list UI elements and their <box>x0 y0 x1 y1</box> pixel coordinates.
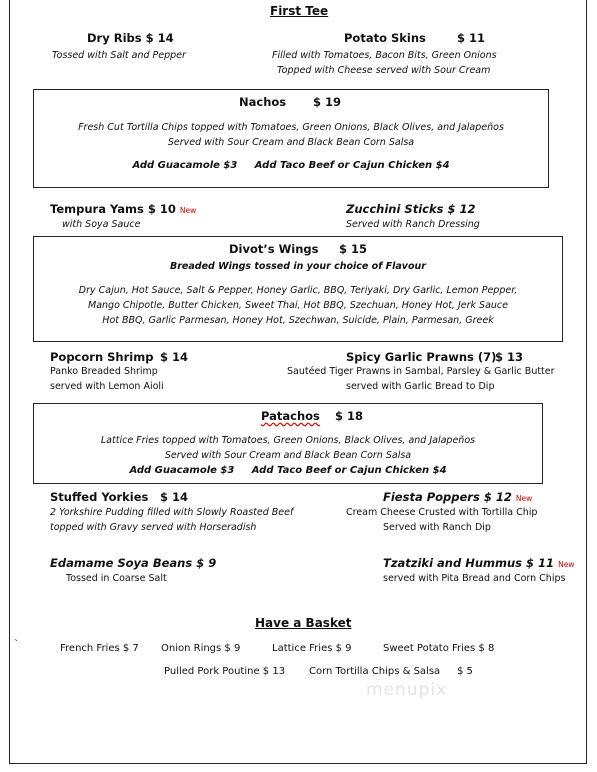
tzatziki-price: $ 11 <box>526 556 555 570</box>
potato-skins-desc-1: Filled with Tomatoes, Bacon Bits, Green Onions <box>272 50 497 61</box>
dry-ribs-desc: Tossed with Salt and Pepper <box>52 50 186 61</box>
fiesta-poppers-desc-1: Cream Cheese Crusted with Tortilla Chip <box>346 507 538 518</box>
spicy-garlic-prawns-price: $ 13 <box>495 350 524 364</box>
patachos-box <box>33 403 543 484</box>
divots-wings-price: $ 15 <box>339 242 368 256</box>
nachos-addons: Add Guacamole $3 Add Taco Beef or Cajun Chicken $4 <box>132 160 450 171</box>
potato-skins-desc-2: Topped with Cheese served with Sour Cream <box>277 65 491 76</box>
zucchini-sticks-price: $ 12 <box>447 202 476 216</box>
fiesta-poppers-price: $ 12 <box>483 490 512 504</box>
stuffed-yorkies-price: $ 14 <box>160 490 189 504</box>
basket-item-corn-tortilla-price: $ 5 <box>457 666 473 677</box>
dry-ribs-item <box>87 31 174 45</box>
patachos-addons: Add Guacamole $3 Add Taco Beef or Cajun Chicken $4 <box>129 465 447 476</box>
fiesta-poppers-item <box>383 490 532 504</box>
dry-ribs-name: Dry Ribs <box>87 31 142 45</box>
new-badge: New <box>558 560 575 569</box>
fiesta-poppers-name: Fiesta Poppers <box>383 490 480 504</box>
tempura-yams-item <box>50 202 196 216</box>
potato-skins-price: $ 11 <box>457 31 486 45</box>
edamame-name: Edamame Soya Beans <box>50 556 193 570</box>
stuffed-yorkies-desc-1: 2 Yorkshire Pudding filled with Slowly Roasted Beef <box>50 507 294 518</box>
patachos-desc-1: Lattice Fries topped with Tomatoes, Green Onions, Black Olives, and Jalapeños <box>100 435 476 446</box>
patachos-name: Patachos <box>261 409 320 423</box>
basket-item-pulled-pork-poutine: Pulled Pork Poutine $ 13 <box>164 666 286 677</box>
stray-backtick: ` <box>14 639 19 650</box>
popcorn-shrimp-desc-1: Panko Breaded Shrimp <box>50 366 158 377</box>
nachos-desc-2: Served with Sour Cream and Black Bean Corn Salsa <box>167 137 415 148</box>
tempura-yams-desc: with Soya Sauce <box>62 219 141 230</box>
spicy-garlic-prawns-desc-2: served with Garlic Bread to Dip <box>346 381 495 392</box>
nachos-box <box>33 89 549 188</box>
spicy-garlic-prawns-desc-1: Sautéed Tiger Prawns in Sambal, Parsley & Garlic Butter <box>287 366 555 377</box>
tzatziki-desc: served with Pita Bread and Corn Chips <box>383 573 566 584</box>
basket-item-french-fries: French Fries $ 7 <box>60 643 139 654</box>
popcorn-shrimp-price: $ 14 <box>160 350 189 364</box>
edamame-desc: Tossed in Coarse Salt <box>66 573 167 584</box>
edamame-price: $ 9 <box>196 556 217 570</box>
divots-wings-flavours-2: Mango Chipotle, Butter Chicken, Sweet Thai, Hot BBQ, Szechuan, Honey Hot, Jerk Sauce <box>88 300 508 311</box>
tzatziki-name: Tzatziki and Hummus <box>383 556 523 570</box>
divots-wings-name: Divot’s Wings <box>229 242 319 256</box>
stuffed-yorkies-desc-2: topped with Gravy served with Horseradish <box>50 522 257 533</box>
tempura-yams-name: Tempura Yams <box>50 202 144 216</box>
nachos-desc-1: Fresh Cut Tortilla Chips topped with Tomatoes, Green Onions, Black Olives, and Jalapeños <box>78 122 504 133</box>
spicy-garlic-prawns-name: Spicy Garlic Prawns (7) <box>346 350 497 364</box>
divots-wings-subtitle: Breaded Wings tossed in your choice of Flavour <box>170 261 426 272</box>
basket-item-onion-rings: Onion Rings $ 9 <box>161 643 241 654</box>
zucchini-sticks-desc: Served with Ranch Dressing <box>346 219 480 230</box>
patachos-desc-2: Served with Sour Cream and Black Bean Corn Salsa <box>164 450 412 461</box>
nachos-price: $ 19 <box>313 95 342 109</box>
section-title-first-tee: First Tee <box>270 4 329 18</box>
tempura-yams-price: $ 10 <box>147 202 176 216</box>
potato-skins-name: Potato Skins <box>344 31 426 45</box>
divots-wings-flavours-1: Dry Cajun, Hot Sauce, Salt & Pepper, Honey Garlic, BBQ, Teriyaki, Dry Garlic, Lemon Pepper, <box>78 285 518 296</box>
fiesta-poppers-desc-2: Served with Ranch Dip <box>383 522 491 533</box>
new-badge: New <box>515 494 533 503</box>
divots-wings-flavours-3: Hot BBQ, Garlic Parmesan, Honey Hot, Szechwan, Suicide, Plain, Parmesan, Greek <box>102 315 494 326</box>
basket-item-sweet-potato-fries: Sweet Potato Fries $ 8 <box>383 643 495 654</box>
popcorn-shrimp-name: Popcorn Shrimp <box>50 350 154 364</box>
tzatziki-item <box>383 556 574 570</box>
edamame-item <box>50 556 216 570</box>
new-badge: New <box>179 206 197 215</box>
nachos-name: Nachos <box>239 95 287 109</box>
section-title-basket: Have a Basket <box>255 616 352 630</box>
divots-wings-box <box>33 236 563 342</box>
watermark-logo: menupix <box>366 680 448 700</box>
popcorn-shrimp-desc-2: served with Lemon Aioli <box>50 381 164 392</box>
zucchini-sticks-name: Zucchini Sticks <box>346 202 444 216</box>
stuffed-yorkies-name: Stuffed Yorkies <box>50 490 149 504</box>
dry-ribs-price: $ 14 <box>145 31 174 45</box>
basket-item-lattice-fries: Lattice Fries $ 9 <box>272 643 352 654</box>
zucchini-sticks-item <box>346 202 475 216</box>
basket-item-corn-tortilla-chips: Corn Tortilla Chips & Salsa <box>309 666 441 677</box>
patachos-price: $ 18 <box>335 409 364 423</box>
